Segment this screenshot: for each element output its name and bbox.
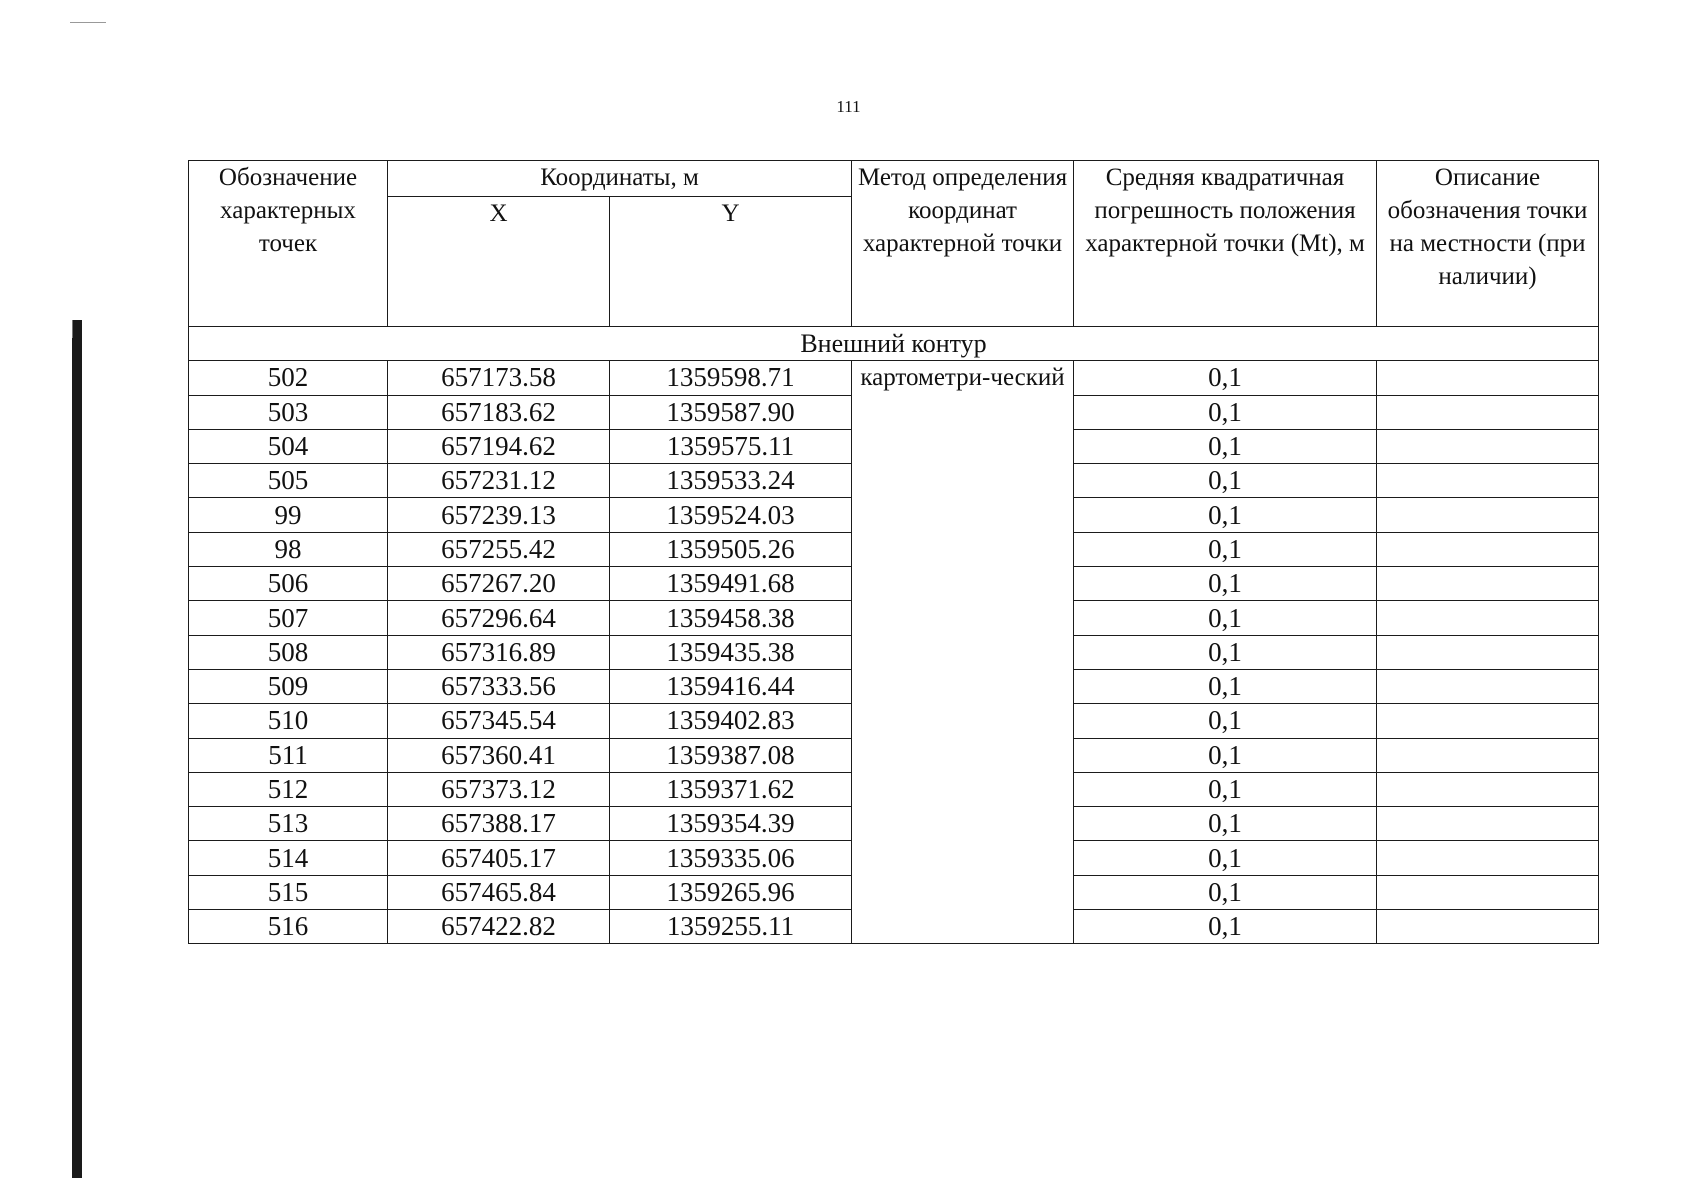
point-cell: 505 <box>189 464 388 498</box>
y-cell: 1359435.38 <box>610 635 852 669</box>
description-cell <box>1377 498 1599 532</box>
x-cell: 657422.82 <box>388 910 610 944</box>
x-cell: 657373.12 <box>388 772 610 806</box>
x-cell: 657173.58 <box>388 361 610 395</box>
error-cell: 0,1 <box>1074 704 1377 738</box>
x-cell: 657267.20 <box>388 567 610 601</box>
error-cell: 0,1 <box>1074 738 1377 772</box>
header-error: Средняя квадратичная погрешность положения характерной точки (Mt), м <box>1074 161 1377 327</box>
y-cell: 1359587.90 <box>610 395 852 429</box>
header-method: Метод определения координат характерной точки <box>852 161 1074 327</box>
description-cell <box>1377 772 1599 806</box>
x-cell: 657296.64 <box>388 601 610 635</box>
description-cell <box>1377 738 1599 772</box>
header-coordinates: Координаты, м <box>388 161 852 197</box>
error-cell: 0,1 <box>1074 395 1377 429</box>
x-cell: 657316.89 <box>388 635 610 669</box>
error-cell: 0,1 <box>1074 841 1377 875</box>
point-cell: 508 <box>189 635 388 669</box>
x-cell: 657239.13 <box>388 498 610 532</box>
error-cell: 0,1 <box>1074 464 1377 498</box>
point-cell: 99 <box>189 498 388 532</box>
y-cell: 1359416.44 <box>610 669 852 703</box>
x-cell: 657194.62 <box>388 429 610 463</box>
point-cell: 502 <box>189 361 388 395</box>
point-cell: 507 <box>189 601 388 635</box>
description-cell <box>1377 807 1599 841</box>
description-cell <box>1377 669 1599 703</box>
y-cell: 1359371.62 <box>610 772 852 806</box>
description-cell <box>1377 704 1599 738</box>
x-cell: 657345.54 <box>388 704 610 738</box>
y-cell: 1359505.26 <box>610 532 852 566</box>
page-number: 111 <box>836 97 861 116</box>
point-cell: 506 <box>189 567 388 601</box>
description-cell <box>1377 601 1599 635</box>
y-cell: 1359575.11 <box>610 429 852 463</box>
point-cell: 515 <box>189 875 388 909</box>
y-cell: 1359524.03 <box>610 498 852 532</box>
x-cell: 657231.12 <box>388 464 610 498</box>
y-cell: 1359255.11 <box>610 910 852 944</box>
description-cell <box>1377 910 1599 944</box>
description-cell <box>1377 841 1599 875</box>
description-cell <box>1377 567 1599 601</box>
y-cell: 1359335.06 <box>610 841 852 875</box>
section-title: Внешний контур <box>189 327 1599 361</box>
y-cell: 1359533.24 <box>610 464 852 498</box>
point-cell: 510 <box>189 704 388 738</box>
error-cell: 0,1 <box>1074 910 1377 944</box>
x-cell: 657388.17 <box>388 807 610 841</box>
description-cell <box>1377 429 1599 463</box>
x-cell: 657333.56 <box>388 669 610 703</box>
coordinates-table <box>188 160 1599 944</box>
description-cell <box>1377 875 1599 909</box>
section-row <box>189 327 1599 361</box>
error-cell: 0,1 <box>1074 567 1377 601</box>
error-cell: 0,1 <box>1074 532 1377 566</box>
header-description: Описание обозначения точки на местности (при наличии) <box>1377 161 1599 327</box>
point-cell: 504 <box>189 429 388 463</box>
error-cell: 0,1 <box>1074 601 1377 635</box>
description-cell <box>1377 361 1599 395</box>
error-cell: 0,1 <box>1074 429 1377 463</box>
scan-binding-edge <box>72 320 82 1178</box>
y-cell: 1359354.39 <box>610 807 852 841</box>
point-cell: 98 <box>189 532 388 566</box>
table-row <box>189 361 1599 395</box>
error-cell: 0,1 <box>1074 875 1377 909</box>
error-cell: 0,1 <box>1074 635 1377 669</box>
point-cell: 516 <box>189 910 388 944</box>
x-cell: 657183.62 <box>388 395 610 429</box>
point-cell: 514 <box>189 841 388 875</box>
point-cell: 511 <box>189 738 388 772</box>
x-cell: 657360.41 <box>388 738 610 772</box>
x-cell: 657465.84 <box>388 875 610 909</box>
description-cell <box>1377 635 1599 669</box>
point-cell: 503 <box>189 395 388 429</box>
header-point: Обозначение характерных точек <box>189 161 388 327</box>
y-cell: 1359387.08 <box>610 738 852 772</box>
error-cell: 0,1 <box>1074 807 1377 841</box>
description-cell <box>1377 395 1599 429</box>
table-body <box>189 327 1599 944</box>
point-cell: 509 <box>189 669 388 703</box>
point-cell: 512 <box>189 772 388 806</box>
description-cell <box>1377 464 1599 498</box>
y-cell: 1359491.68 <box>610 567 852 601</box>
y-cell: 1359402.83 <box>610 704 852 738</box>
error-cell: 0,1 <box>1074 498 1377 532</box>
error-cell: 0,1 <box>1074 361 1377 395</box>
scan-edge-line <box>72 320 73 338</box>
x-cell: 657405.17 <box>388 841 610 875</box>
header-y: Y <box>610 197 852 327</box>
scan-corner-mark <box>70 22 106 23</box>
error-cell: 0,1 <box>1074 772 1377 806</box>
description-cell <box>1377 532 1599 566</box>
y-cell: 1359458.38 <box>610 601 852 635</box>
method-cell: картометри-ческий <box>852 361 1074 944</box>
header-x: X <box>388 197 610 327</box>
x-cell: 657255.42 <box>388 532 610 566</box>
point-cell: 513 <box>189 807 388 841</box>
error-cell: 0,1 <box>1074 669 1377 703</box>
y-cell: 1359265.96 <box>610 875 852 909</box>
y-cell: 1359598.71 <box>610 361 852 395</box>
